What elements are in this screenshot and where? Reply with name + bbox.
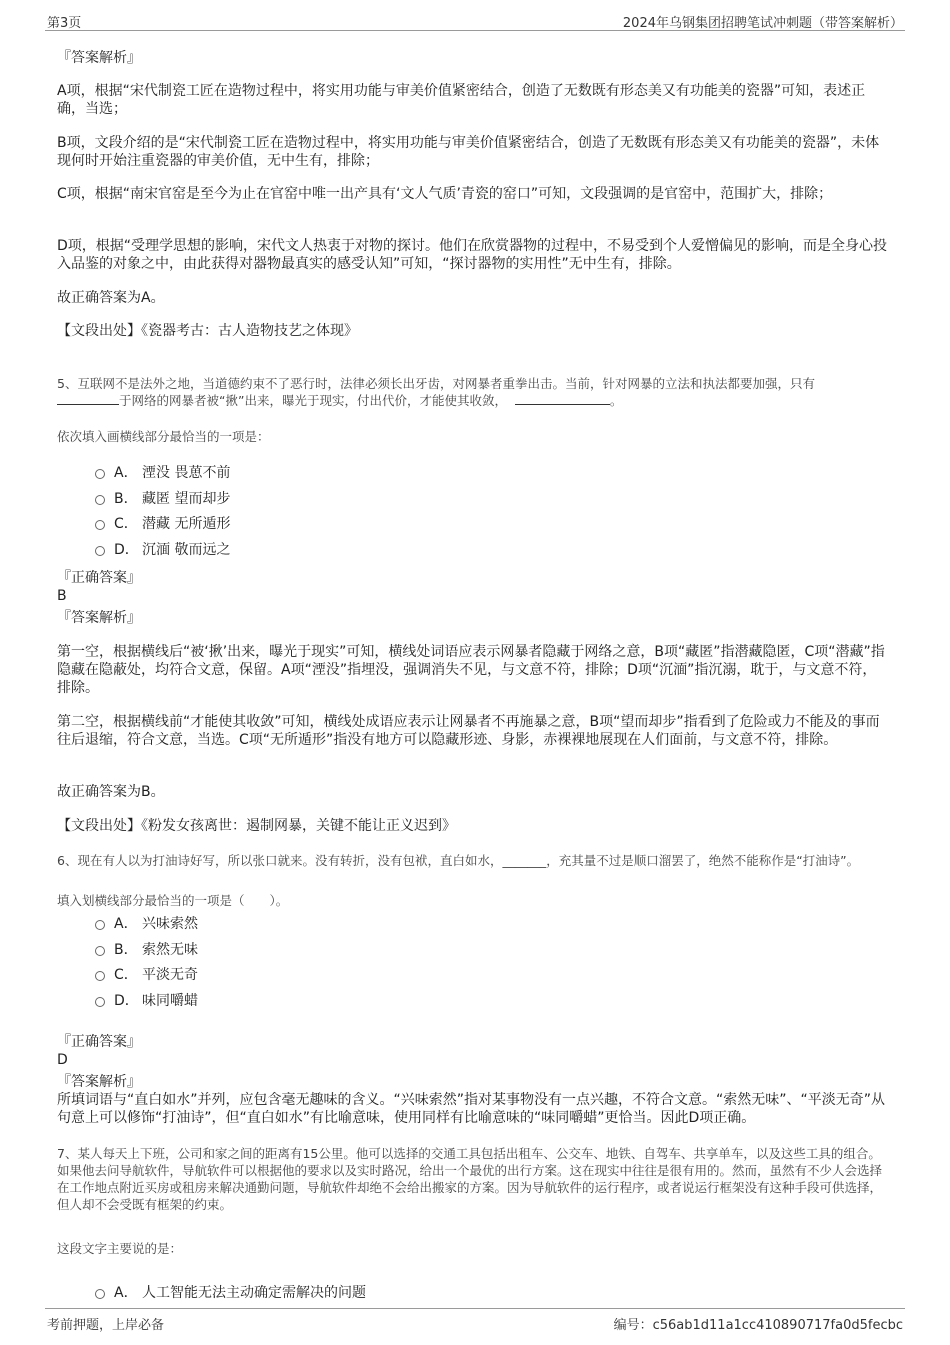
q5-stem [57,375,890,409]
q4-source: 【文段出处】《瓷器考古：古人造物技艺之体现》 [57,323,358,339]
q6-option-d[interactable]: D． 味同嚼蜡 [95,992,198,1010]
q6-option-b[interactable]: B． 索然无味 [95,941,198,959]
radio-icon[interactable] [95,546,105,556]
radio-icon[interactable] [95,520,105,530]
q5-analysis-p2: 第二空，根据横线前“才能使其收敛”可知，横线处成语应表示让网暴者不再施暴之意，B项“望而却步”指看到了危险或力不能及的事而往后退缩，符合文意，当选。C项“无所遁形”指没有地方可以隐藏形迹、身影，赤裸裸地展现在人们面前，与文意不符，排除。 [57,714,880,748]
q5-option-c[interactable]: C． 潜藏 无所遁形 [95,515,230,533]
q7-option-a[interactable]: A． 人工智能无法主动确定需解决的问题 [95,1284,366,1302]
q6-option-c[interactable]: C． 平淡无奇 [95,966,198,984]
q5-option-a[interactable]: A． 湮没 畏葸不前 [95,464,230,482]
q5-answer: B [57,588,67,604]
q5-stem-part1: 5、互联网不是法外之地，当道德约束不了恶行时，法律必须长出牙齿，对网暴者重拳出击。当前，针对网暴的立法和执法都要加强，只有 [57,376,815,391]
q5-blank-2 [515,392,610,405]
q6-answer-label: 『正确答案』 [57,1034,141,1050]
q5-blank-1 [57,392,119,405]
footer-slogan: 考前押题，上岸必备 [47,1318,165,1333]
q6-option-a[interactable]: A． 兴味索然 [95,915,198,933]
radio-icon[interactable] [95,495,105,505]
q5-source: 【文段出处】《粉发女孩离世：遏制网暴，关键不能让正义迟到》 [57,818,456,834]
q5-analysis-label: 『答案解析』 [57,610,141,626]
q4-analysis-label: 『答案解析』 [57,50,141,66]
q5-conclusion: 故正确答案为B。 [57,784,165,800]
radio-icon[interactable] [95,997,105,1007]
document-title: 2024年乌钢集团招聘笔试冲刺题（带答案解析） [622,16,903,31]
q7-stem: 7、某人每天上下班，公司和家之间的距离有15公里。他可以选择的交通工具包括出租车、公交车、地铁、自驾车、共享单车，以及这些工具的组合。如果他去问导航软件，导航软件可以根据他的要求以及实时路况，给出一个最优的出行方案。这在现实中往往是很有用的。然而，虽然有不少人会选择在工作地点附近买房或租房来解决通勤问题，导航软件却绝不会给出搬家的方案。因为导航软件的运行程序，或者说运行框架没有这种手段可供选择，但人却不会受既有框架的约束。 [57,1146,883,1212]
radio-icon[interactable] [95,1289,105,1299]
q6-stem: 6、现在有人以为打油诗好写，所以张口就来。没有转折，没有包袱，直白如水，_______，充其量不过是顺口溜罢了，绝然不能称作是“打油诗”。 [57,853,860,868]
radio-icon[interactable] [95,971,105,981]
document-id: 编号：c56ab1d11a1cc410890717fa0d5fecbc [613,1318,903,1333]
radio-icon[interactable] [95,920,105,930]
radio-icon[interactable] [95,946,105,956]
q5-analysis-p1: 第一空，根据横线后“被‘揪’出来，曝光于现实”可知，横线处词语应表示网暴者隐藏于网络之意，B项“藏匿”指潜藏隐匿，C项“潜藏”指隐藏在隐蔽处，均符合文意，保留。A项“湮没”指埋没，强调消失不见，与文意不符，排除；D项“沉湎”指沉溺，耽于，与文意不符，排除。 [57,644,885,696]
page-footer [45,1308,905,1331]
q5-option-d[interactable]: D． 沉湎 敬而远之 [95,541,230,559]
q6-prompt: 填入划横线部分最恰当的一项是（ ）。 [57,893,289,908]
page-header [45,8,905,31]
q6-analysis-label: 『答案解析』 [57,1074,141,1090]
q4-analysis-a: A项，根据“宋代制瓷工匠在造物过程中，将实用功能与审美价值紧密结合，创造了无数既有形态美又有功能美的瓷器”可知，表述正确，当选； [57,83,866,117]
q5-stem-part2: 于网络的网暴者被“揪”出来，曝光于现实，付出代价，才能使其收敛， [119,393,507,408]
q5-option-b[interactable]: B． 藏匿 望而却步 [95,490,230,508]
page-number: 第3页 [47,16,82,31]
q4-analysis-b: B项，文段介绍的是“宋代制瓷工匠在造物过程中，将实用功能与审美价值紧密结合，创造了无数既有形态美又有功能美的瓷器”，未体现何时开始注重瓷器的审美价值，无中生有，排除； [57,135,880,169]
q4-analysis-d: D项，根据“受理学思想的影响，宋代文人热衷于对物的探讨。他们在欣赏器物的过程中，不易受到个人爱憎偏见的影响，而是全身心投入品鉴的对象之中，由此获得对器物最真实的感受认知”可知，“探讨器物的实用性”无中生有，排除。 [57,238,888,272]
q6-analysis: 所填词语与“直白如水”并列，应包含毫无趣味的含义。“兴味索然”指对某事物没有一点兴趣，不符合文意。“索然无味”、“平淡无奇”从句意上可以修饰“打油诗”，但“直白如水”有比喻意味，使用同样有比喻意味的“味同嚼蜡”更恰当。因此D项正确。 [57,1092,886,1126]
q4-analysis-c: C项，根据“南宋官窑是至今为止在官窑中唯一出产具有‘文人气质’青瓷的窑口”可知，文段强调的是官窑中，范围扩大，排除； [57,186,833,202]
q4-conclusion: 故正确答案为A。 [57,290,165,306]
q7-prompt: 这段文字主要说的是： [57,1241,183,1256]
q6-answer: D [57,1052,68,1068]
radio-icon[interactable] [95,469,105,479]
q5-answer-label: 『正确答案』 [57,570,141,586]
q5-stem-end: 。 [609,393,623,408]
q5-prompt: 依次填入画横线部分最恰当的一项是： [57,429,270,444]
